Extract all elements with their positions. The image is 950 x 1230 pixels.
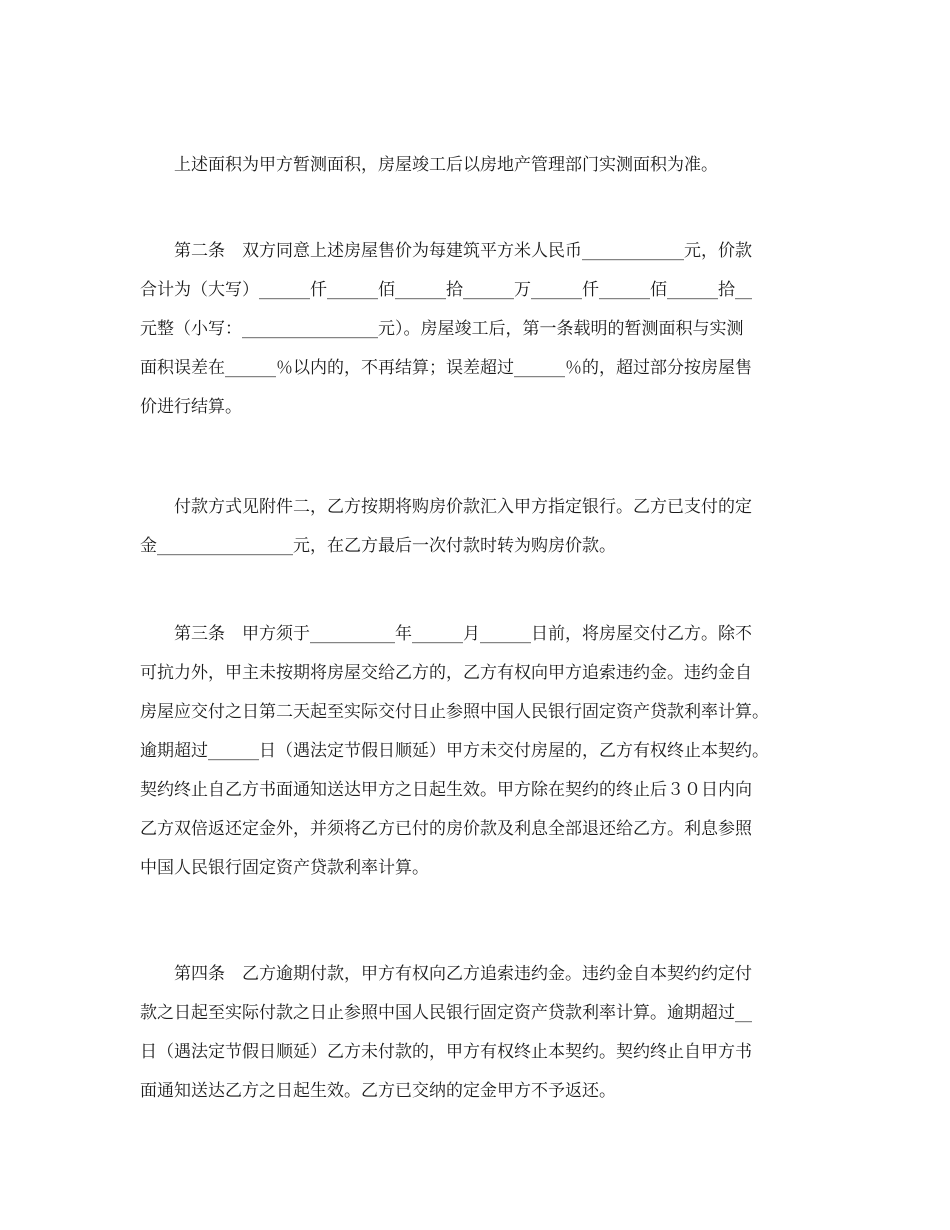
text-line: 面积误差在______％以内的，不再结算；误差超过______％的，超过部分按房屋售 (140, 358, 752, 378)
text-line: 款之日起至实际付款之日止参照中国人民银行固定资产贷款利率计算。逾期超过__ (140, 1003, 752, 1023)
paragraph-article-3 (140, 615, 769, 888)
text-line: 元整（小写：________________元）。房屋竣工后，第一条载明的暂测面积与实测 (140, 319, 744, 339)
text-line: 第二条 双方同意上述房屋售价为每建筑平方米人民币____________元，价款 (140, 241, 752, 261)
text-line: 可抗力外，甲主未按期将房屋交给乙方的，乙方有权向甲方追索违约金。违约金自 (140, 663, 752, 683)
paragraph-article-4 (140, 955, 752, 1111)
text-line: 付款方式见附件二，乙方按期将购房价款汇入甲方指定银行。乙方已支付的定 (140, 497, 752, 517)
text-line: 中国人民银行固定资产贷款利率计算。 (140, 858, 429, 878)
text-line: 金________________元，在乙方最后一次付款时转为购房价款。 (140, 536, 616, 556)
paragraph-area-note (140, 146, 718, 185)
text-line: 房屋应交付之日第二天起至实际交付日止参照中国人民银行固定资产贷款利率计算。 (140, 702, 769, 722)
text-line: 乙方双倍返还定金外，并须将乙方已付的房价款及利息全部退还给乙方。利息参照 (140, 819, 752, 839)
text-line: 契约终止自乙方书面通知送达甲方之日起生效。甲方除在契约的终止后３０日内向 (140, 780, 752, 800)
text-line: 价进行结算。 (140, 397, 242, 417)
text-line: 第三条 甲方须于__________年______月______日前，将房屋交付乙方。除不 (140, 624, 752, 644)
text-line: 面通知送达乙方之日起生效。乙方已交纳的定金甲方不予返还。 (140, 1081, 616, 1101)
text-line: 逾期超过______日（遇法定节假日顺延）甲方未交付房屋的，乙方有权终止本契约。 (140, 741, 769, 761)
text-line: 合计为（大写）______仟______佰______拾______万______仟______佰______拾__ (140, 280, 752, 300)
text-line: 日（遇法定节假日顺延）乙方未付款的，甲方有权终止本契约。契约终止自甲方书 (140, 1042, 752, 1062)
paragraph-payment-method (140, 488, 752, 566)
paragraph-article-2 (140, 232, 752, 427)
text-line: 第四条 乙方逾期付款，甲方有权向乙方追索违约金。违约金自本契约约定付 (140, 964, 752, 984)
text-line: 上述面积为甲方暂测面积，房屋竣工后以房地产管理部门实测面积为准。 (140, 155, 718, 175)
